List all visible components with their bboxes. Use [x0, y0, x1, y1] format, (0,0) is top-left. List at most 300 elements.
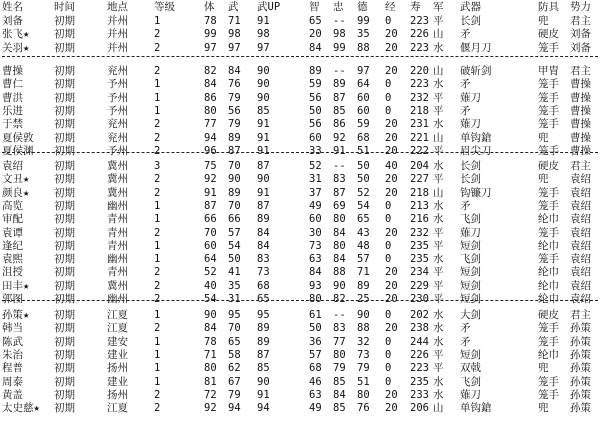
cell-life: 235: [410, 375, 429, 388]
cell-level: 2: [154, 226, 161, 239]
table-row: [0, 322, 600, 335]
cell-name: 曹洪: [2, 91, 23, 104]
cell-exp: 20: [385, 226, 398, 239]
cell-weapon: 飞剑: [460, 253, 481, 266]
cell-faction: 君主: [570, 309, 591, 321]
cell-martial: 87: [228, 144, 241, 157]
cell-armor: 笼手: [538, 199, 559, 212]
cell-life: 235: [410, 239, 429, 252]
table-row: [0, 402, 600, 415]
cell-martial: 65: [228, 335, 241, 348]
cell-martial-up: 90: [257, 65, 270, 77]
cell-weapon: 长剑: [460, 160, 481, 172]
cell-martial-up: 91: [257, 186, 270, 199]
cell-body: 80: [204, 104, 217, 117]
cell-virtue: 71: [357, 266, 370, 279]
cell-period: 初期: [54, 335, 75, 348]
cell-virtue: 60: [357, 91, 370, 104]
cell-intel: 49: [309, 402, 322, 415]
cell-armor: 甲胄: [538, 65, 559, 77]
cell-body: 82: [204, 65, 217, 77]
cell-period: 初期: [54, 160, 75, 172]
table-row: [0, 362, 600, 375]
cell-loyalty: --: [333, 65, 346, 77]
cell-faction: 曹操: [570, 91, 591, 104]
cell-location: 扬州: [107, 388, 128, 401]
cell-level: 2: [154, 173, 161, 186]
cell-martial: 66: [228, 213, 241, 226]
cell-exp: 0: [385, 104, 392, 117]
cell-name: 审配: [2, 213, 23, 226]
cell-location: 江夏: [107, 402, 128, 415]
cell-loyalty: 84: [333, 253, 346, 266]
cell-army: 平: [433, 239, 444, 252]
cell-loyalty: 85: [333, 104, 346, 117]
cell-martial: 97: [228, 41, 241, 54]
cell-martial-up: 98: [257, 28, 270, 41]
header-virtue: 德: [357, 1, 368, 13]
cell-weapon: 眉尖刀: [460, 144, 492, 157]
cell-faction: 袁绍: [570, 186, 591, 199]
cell-name: 关羽★: [2, 41, 30, 54]
cell-virtue: 88: [357, 41, 370, 54]
cell-life: 204: [410, 160, 429, 172]
cell-virtue: 97: [357, 65, 370, 77]
cell-body: 78: [204, 15, 217, 27]
cell-faction: 袁绍: [570, 199, 591, 212]
cell-weapon: 薙刀: [460, 226, 481, 239]
cell-army: 平: [433, 362, 444, 375]
cell-body: 40: [204, 279, 217, 292]
cell-martial-up: 90: [257, 78, 270, 91]
cell-exp: 20: [385, 65, 398, 77]
cell-army: 平: [433, 144, 444, 157]
cell-loyalty: 82: [333, 293, 346, 305]
cell-life: 218: [410, 186, 429, 199]
header-army: 军: [433, 1, 444, 13]
cell-armor: 纶巾: [538, 266, 559, 279]
cell-armor: 硬皮: [538, 28, 559, 41]
cell-location: 江夏: [107, 322, 128, 335]
cell-exp: 20: [385, 131, 398, 144]
cell-name: 程普: [2, 362, 23, 375]
cell-life: 232: [410, 91, 429, 104]
cell-virtue: 79: [357, 362, 370, 375]
cell-intel: 46: [309, 375, 322, 388]
cell-intel: 37: [309, 186, 322, 199]
cell-level: 1: [154, 199, 161, 212]
cell-life: 223: [410, 362, 429, 375]
cell-period: 初期: [54, 186, 75, 199]
cell-intel: 36: [309, 335, 322, 348]
cell-location: 予州: [107, 144, 128, 157]
cell-exp: 20: [385, 118, 398, 131]
cell-loyalty: 84: [333, 388, 346, 401]
cell-intel: 49: [309, 199, 322, 212]
cell-period: 初期: [54, 402, 75, 415]
cell-exp: 0: [385, 91, 392, 104]
cell-exp: 0: [385, 78, 392, 91]
cell-weapon: 矛: [460, 322, 471, 335]
cell-life: 235: [410, 253, 429, 266]
cell-armor: 纶巾: [538, 279, 559, 292]
cell-level: 1: [154, 253, 161, 266]
cell-level: 2: [154, 41, 161, 54]
cell-name: 于禁: [2, 118, 23, 131]
cell-name: 张飞★: [2, 28, 30, 41]
cell-period: 初期: [54, 173, 75, 186]
cell-martial-up: 87: [257, 199, 270, 212]
cell-martial-up: 85: [257, 362, 270, 375]
table-row: [0, 42, 600, 55]
cell-exp: 20: [385, 144, 398, 157]
cell-weapon: 矛: [460, 28, 471, 41]
cell-armor: 纶巾: [538, 239, 559, 252]
cell-body: 60: [204, 239, 217, 252]
cell-faction: 曹操: [570, 131, 591, 144]
header-weapon: 武器: [460, 1, 481, 13]
cell-name: 袁谭: [2, 226, 23, 239]
cell-level: 2: [154, 279, 161, 292]
header-loyalty: 忠: [333, 1, 344, 13]
cell-armor: 笼手: [538, 388, 559, 401]
cell-martial-up: 84: [257, 226, 270, 239]
cell-exp: 20: [385, 388, 398, 401]
cell-virtue: 73: [357, 348, 370, 361]
cell-location: 冀州: [107, 160, 128, 172]
cell-army: 平: [433, 91, 444, 104]
cell-body: 72: [204, 388, 217, 401]
cell-weapon: 长剑: [460, 15, 481, 27]
cell-body: 77: [204, 118, 217, 131]
table-row: [0, 15, 600, 28]
cell-body: 81: [204, 375, 217, 388]
cell-faction: 刘备: [570, 41, 591, 54]
cell-intel: 60: [309, 131, 322, 144]
cell-level: 2: [154, 388, 161, 401]
cell-level: 2: [154, 402, 161, 415]
cell-army: 山: [433, 402, 444, 415]
cell-loyalty: 87: [333, 91, 346, 104]
cell-exp: 20: [385, 28, 398, 41]
cell-life: 234: [410, 266, 429, 279]
cell-faction: 曹操: [570, 78, 591, 91]
cell-armor: 笼手: [538, 335, 559, 348]
cell-martial-up: 91: [257, 15, 270, 27]
cell-level: 3: [154, 160, 161, 172]
cell-faction: 孙策: [570, 348, 591, 361]
cell-location: 建安: [107, 335, 128, 348]
cell-virtue: 64: [357, 78, 370, 91]
cell-body: 78: [204, 335, 217, 348]
cell-name: 周泰: [2, 375, 23, 388]
cell-weapon: 长剑: [460, 173, 481, 186]
table-row: [0, 266, 600, 279]
cell-faction: 曹操: [570, 144, 591, 157]
cell-armor: 硬皮: [538, 309, 559, 321]
cell-weapon: 短剑: [460, 279, 481, 292]
cell-weapon: 双戟: [460, 362, 481, 375]
cell-army: 水: [433, 253, 444, 266]
header-martial: 武: [228, 1, 239, 13]
table-row: [0, 253, 600, 266]
cell-level: 2: [154, 322, 161, 335]
cell-army: 平: [433, 279, 444, 292]
cell-location: 幽州: [107, 293, 128, 305]
table-row: [0, 118, 600, 131]
header-exp: 经: [385, 1, 396, 13]
cell-exp: 0: [385, 335, 392, 348]
cell-faction: 曹操: [570, 118, 591, 131]
cell-period: 初期: [54, 348, 75, 361]
cell-location: 幽州: [107, 199, 128, 212]
cell-martial: 94: [228, 402, 241, 415]
cell-life: 230: [410, 293, 429, 305]
cell-location: 幽州: [107, 253, 128, 266]
cell-period: 初期: [54, 253, 75, 266]
cell-intel: 84: [309, 266, 322, 279]
cell-location: 冀州: [107, 186, 128, 199]
cell-virtue: 35: [357, 28, 370, 41]
cell-virtue: 80: [357, 388, 370, 401]
cell-name: 田丰★: [2, 279, 30, 292]
cell-body: 80: [204, 362, 217, 375]
cell-exp: 0: [385, 348, 392, 361]
cell-armor: 兜: [538, 402, 549, 415]
cell-martial-up: 94: [257, 402, 270, 415]
cell-martial-up: 85: [257, 104, 270, 117]
cell-loyalty: 89: [333, 78, 346, 91]
cell-exp: 40: [385, 160, 398, 172]
cell-loyalty: 85: [333, 375, 346, 388]
table-row: [0, 349, 600, 362]
cell-body: 99: [204, 28, 217, 41]
cell-body: 96: [204, 144, 217, 157]
table-row: [0, 92, 600, 105]
cell-martial-up: 89: [257, 322, 270, 335]
cell-faction: 君主: [570, 160, 591, 172]
cell-life: 244: [410, 335, 429, 348]
cell-martial-up: 89: [257, 335, 270, 348]
cell-virtue: 50: [357, 160, 370, 172]
cell-virtue: 57: [357, 253, 370, 266]
cell-period: 初期: [54, 78, 75, 91]
cell-name: 郭图: [2, 293, 23, 305]
cell-body: 84: [204, 78, 217, 91]
cell-name: 袁熙: [2, 253, 23, 266]
cell-armor: 兜: [538, 362, 549, 375]
cell-name: 孙策★: [2, 309, 30, 321]
cell-location: 青州: [107, 266, 128, 279]
cell-faction: 刘备: [570, 28, 591, 41]
cell-army: 平: [433, 226, 444, 239]
cell-army: 平: [433, 293, 444, 305]
cell-army: 水: [433, 335, 444, 348]
cell-weapon: 短剑: [460, 348, 481, 361]
cell-army: 水: [433, 322, 444, 335]
cell-level: 1: [154, 335, 161, 348]
cell-army: 水: [433, 309, 444, 321]
cell-martial: 70: [228, 322, 241, 335]
cell-martial: 67: [228, 375, 241, 388]
cell-period: 初期: [54, 388, 75, 401]
cell-virtue: 89: [357, 279, 370, 292]
cell-martial-up: 68: [257, 279, 270, 292]
cell-martial: 70: [228, 160, 241, 172]
header-faction: 势力: [570, 1, 591, 13]
cell-location: 江夏: [107, 309, 128, 321]
cell-martial: 89: [228, 186, 241, 199]
cell-body: 64: [204, 253, 217, 266]
cell-level: 2: [154, 293, 161, 305]
cell-exp: 20: [385, 279, 398, 292]
cell-level: 1: [154, 15, 161, 27]
cell-faction: 袁绍: [570, 266, 591, 279]
cell-life: 218: [410, 104, 429, 117]
cell-life: 202: [410, 309, 429, 321]
cell-army: 平: [433, 173, 444, 186]
cell-intel: 61: [309, 309, 322, 321]
cell-intel: 68: [309, 362, 322, 375]
cell-martial-up: 84: [257, 239, 270, 252]
cell-intel: 31: [309, 173, 322, 186]
table-row: [0, 160, 600, 173]
cell-loyalty: 83: [333, 322, 346, 335]
cell-intel: 80: [309, 293, 322, 305]
cell-martial-up: 73: [257, 266, 270, 279]
table-row: [0, 213, 600, 226]
cell-period: 初期: [54, 144, 75, 157]
cell-virtue: 60: [357, 104, 370, 117]
cell-loyalty: 90: [333, 279, 346, 292]
table-row: [0, 173, 600, 186]
table-row: [0, 227, 600, 240]
cell-location: 扬州: [107, 362, 128, 375]
cell-name: 黄盖: [2, 388, 23, 401]
table-row: [0, 240, 600, 253]
table-row: [0, 65, 600, 78]
cell-location: 予州: [107, 78, 128, 91]
cell-virtue: 65: [357, 213, 370, 226]
cell-body: 84: [204, 322, 217, 335]
cell-weapon: 短剑: [460, 293, 481, 305]
cell-martial: 70: [228, 199, 241, 212]
cell-exp: 20: [385, 322, 398, 335]
cell-armor: 笼手: [538, 91, 559, 104]
cell-intel: 73: [309, 239, 322, 252]
cell-intel: 30: [309, 226, 322, 239]
cell-virtue: 54: [357, 199, 370, 212]
cell-martial: 62: [228, 362, 241, 375]
cell-name: 朱治: [2, 348, 23, 361]
cell-intel: 56: [309, 91, 322, 104]
cell-army: 山: [433, 131, 444, 144]
cell-armor: 纶巾: [538, 213, 559, 226]
cell-exp: 0: [385, 375, 392, 388]
cell-period: 初期: [54, 239, 75, 252]
cell-weapon: 破斩剑: [460, 65, 492, 77]
header-period: 时间: [54, 1, 75, 13]
cell-life: 227: [410, 173, 429, 186]
cell-period: 初期: [54, 118, 75, 131]
cell-period: 初期: [54, 15, 75, 27]
cell-life: 238: [410, 322, 429, 335]
cell-virtue: 88: [357, 322, 370, 335]
cell-armor: 笼手: [538, 186, 559, 199]
cell-armor: 笼手: [538, 144, 559, 157]
cell-level: 1: [154, 78, 161, 91]
cell-martial: 50: [228, 253, 241, 266]
cell-intel: 60: [309, 213, 322, 226]
cell-martial: 57: [228, 226, 241, 239]
cell-location: 予州: [107, 104, 128, 117]
cell-virtue: 51: [357, 375, 370, 388]
cell-life: 206: [410, 402, 429, 415]
cell-armor: 兜: [538, 15, 549, 27]
cell-armor: 笼手: [538, 104, 559, 117]
cell-martial: 35: [228, 279, 241, 292]
cell-name: 文丑★: [2, 173, 30, 186]
cell-martial-up: 91: [257, 131, 270, 144]
cell-army: 水: [433, 388, 444, 401]
cell-faction: 孙策: [570, 375, 591, 388]
cell-martial-up: 90: [257, 91, 270, 104]
cell-level: 2: [154, 28, 161, 41]
cell-armor: 纶巾: [538, 293, 559, 305]
cell-intel: 93: [309, 279, 322, 292]
cell-name: 曹操: [2, 65, 23, 77]
cell-level: 2: [154, 65, 161, 77]
cell-name: 刘备: [2, 15, 23, 27]
group-divider: [2, 300, 598, 301]
cell-exp: 20: [385, 186, 398, 199]
cell-body: 70: [204, 226, 217, 239]
cell-martial: 31: [228, 293, 241, 305]
cell-name: 韩当: [2, 322, 23, 335]
cell-virtue: 90: [357, 309, 370, 321]
cell-period: 初期: [54, 266, 75, 279]
cell-loyalty: 80: [333, 239, 346, 252]
cell-weapon: 矛: [460, 78, 471, 91]
cell-virtue: 32: [357, 335, 370, 348]
cell-life: 220: [410, 65, 429, 77]
cell-virtue: 99: [357, 15, 370, 27]
cell-virtue: 50: [357, 173, 370, 186]
cell-level: 2: [154, 131, 161, 144]
cell-life: 221: [410, 131, 429, 144]
cell-martial-up: 89: [257, 213, 270, 226]
cell-level: 2: [154, 118, 161, 131]
cell-location: 冀州: [107, 173, 128, 186]
cell-life: 233: [410, 388, 429, 401]
cell-intel: 50: [309, 104, 322, 117]
cell-virtue: 76: [357, 402, 370, 415]
cell-name: 夏侯敦: [2, 131, 34, 144]
cell-armor: 笼手: [538, 41, 559, 54]
cell-virtue: 59: [357, 118, 370, 131]
cell-name: 曹仁: [2, 78, 23, 91]
cell-loyalty: 80: [333, 348, 346, 361]
cell-faction: 曹操: [570, 104, 591, 117]
cell-location: 冀州: [107, 279, 128, 292]
cell-exp: 0: [385, 15, 392, 27]
cell-level: 2: [154, 266, 161, 279]
cell-intel: 56: [309, 118, 322, 131]
cell-weapon: 短剑: [460, 239, 481, 252]
cell-location: 兖州: [107, 131, 128, 144]
cell-period: 初期: [54, 65, 75, 77]
cell-army: 平: [433, 266, 444, 279]
